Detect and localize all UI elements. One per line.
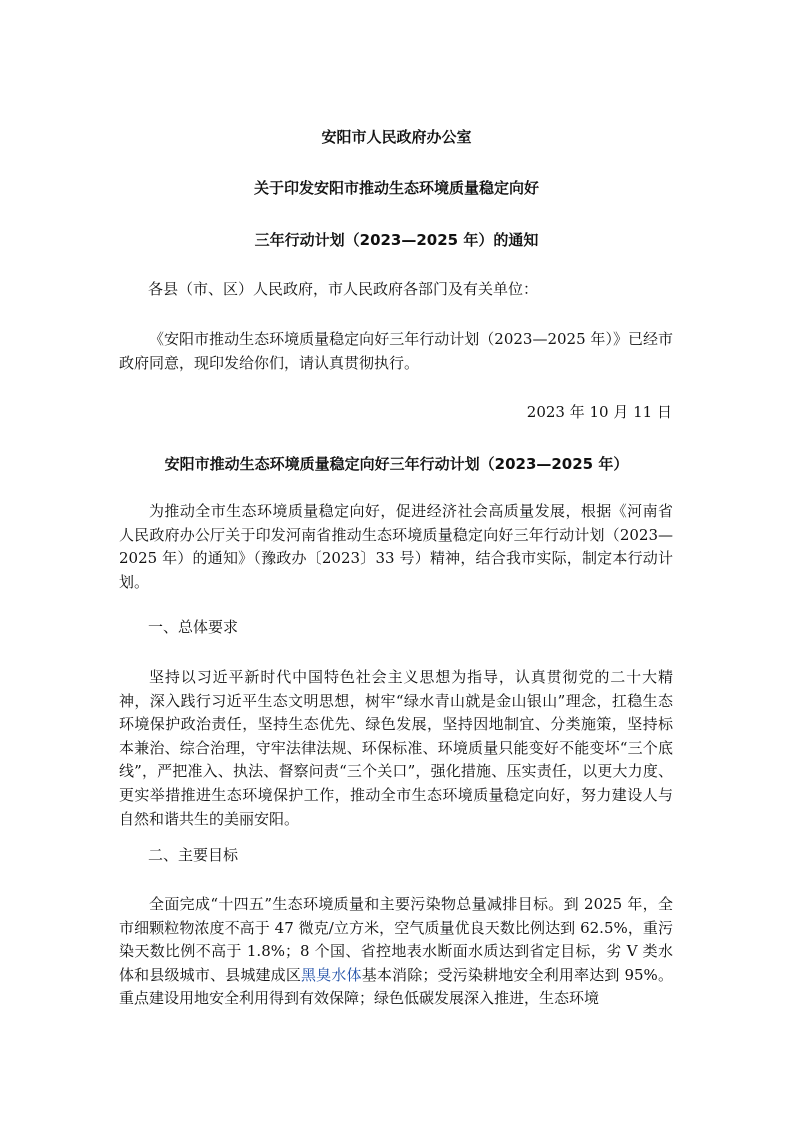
section-2-body-part-1: 全面完成“十四五”生态环境质量和主要污染物总量减排目标。到 2025 年，全市细颗粒物浓度不高于 47 微克/立方米，空气质量优良天数比例达到 62.5%，重污染天数比例不高于 1.8%；8 个国、省控地表水断面水质达到省定目标，劣 V 类水体和县级城市、县城建成区 — [119, 895, 673, 984]
section-2-body — [119, 893, 673, 1011]
issue-date: 2023 年 10 月 11 日 — [526, 403, 672, 421]
black-odorous-water-link[interactable]: 黑臭水体 — [301, 965, 362, 984]
issuing-office: 安阳市人民政府办公室 — [321, 128, 472, 146]
plan-title: 安阳市推动生态环境质量稳定向好三年行动计划（2023—2025 年） — [164, 455, 629, 473]
section-2-heading: 二、主要目标 — [148, 846, 239, 864]
section-1-body: 坚持以习近平新时代中国特色社会主义思想为指导，认真贯彻党的二十大精神，深入践行习近平生态文明思想，树牢“绿水青山就是金山银山”理念，扛稳生态环境保护政治责任，坚持生态优先、绿色发展，坚持因地制宜、分类施策，坚持标本兼治、综合治理，守牢法律法规、环保标准、环境质量只能变好不能变坏“三个底线”，严把准入、执法、督察问责“三个关口”，强化措施、压实责任，以更大力度、更实举措推进生态环境保护工作，推动全市生态环境质量稳定向好，努力建设人与自然和谐共生的美丽安阳。 — [119, 668, 673, 828]
section-2-body-part-2: 基本消除；受污染耕地安全利用率达到 95%。重点建设用地安全利用得到有效保障；绿色低碳发展深入推进，生态环境 — [119, 965, 673, 1008]
plan-intro-paragraph: 为推动全市生态环境质量稳定向好，促进经济社会高质量发展，根据《河南省人民政府办公厅关于印发河南省推动生态环境质量稳定向好三年行动计划（2023—2025 年）的通知》（豫政办〔2023〕33 号）精神，结合我市实际，制定本行动计划。 — [119, 502, 673, 591]
notice-title-line-2: 三年行动计划（2023—2025 年）的通知 — [254, 231, 539, 249]
notice-title-line-1: 关于印发安阳市推动生态环境质量稳定向好 — [253, 179, 539, 197]
intro-paragraph: 《安阳市推动生态环境质量稳定向好三年行动计划（2023—2025 年）》已经市政府同意，现印发给你们，请认真贯彻执行。 — [119, 330, 673, 372]
section-1-heading: 一、总体要求 — [148, 618, 239, 636]
salutation: 各县（市、区）人民政府，市人民政府各部门及有关单位： — [148, 280, 539, 298]
